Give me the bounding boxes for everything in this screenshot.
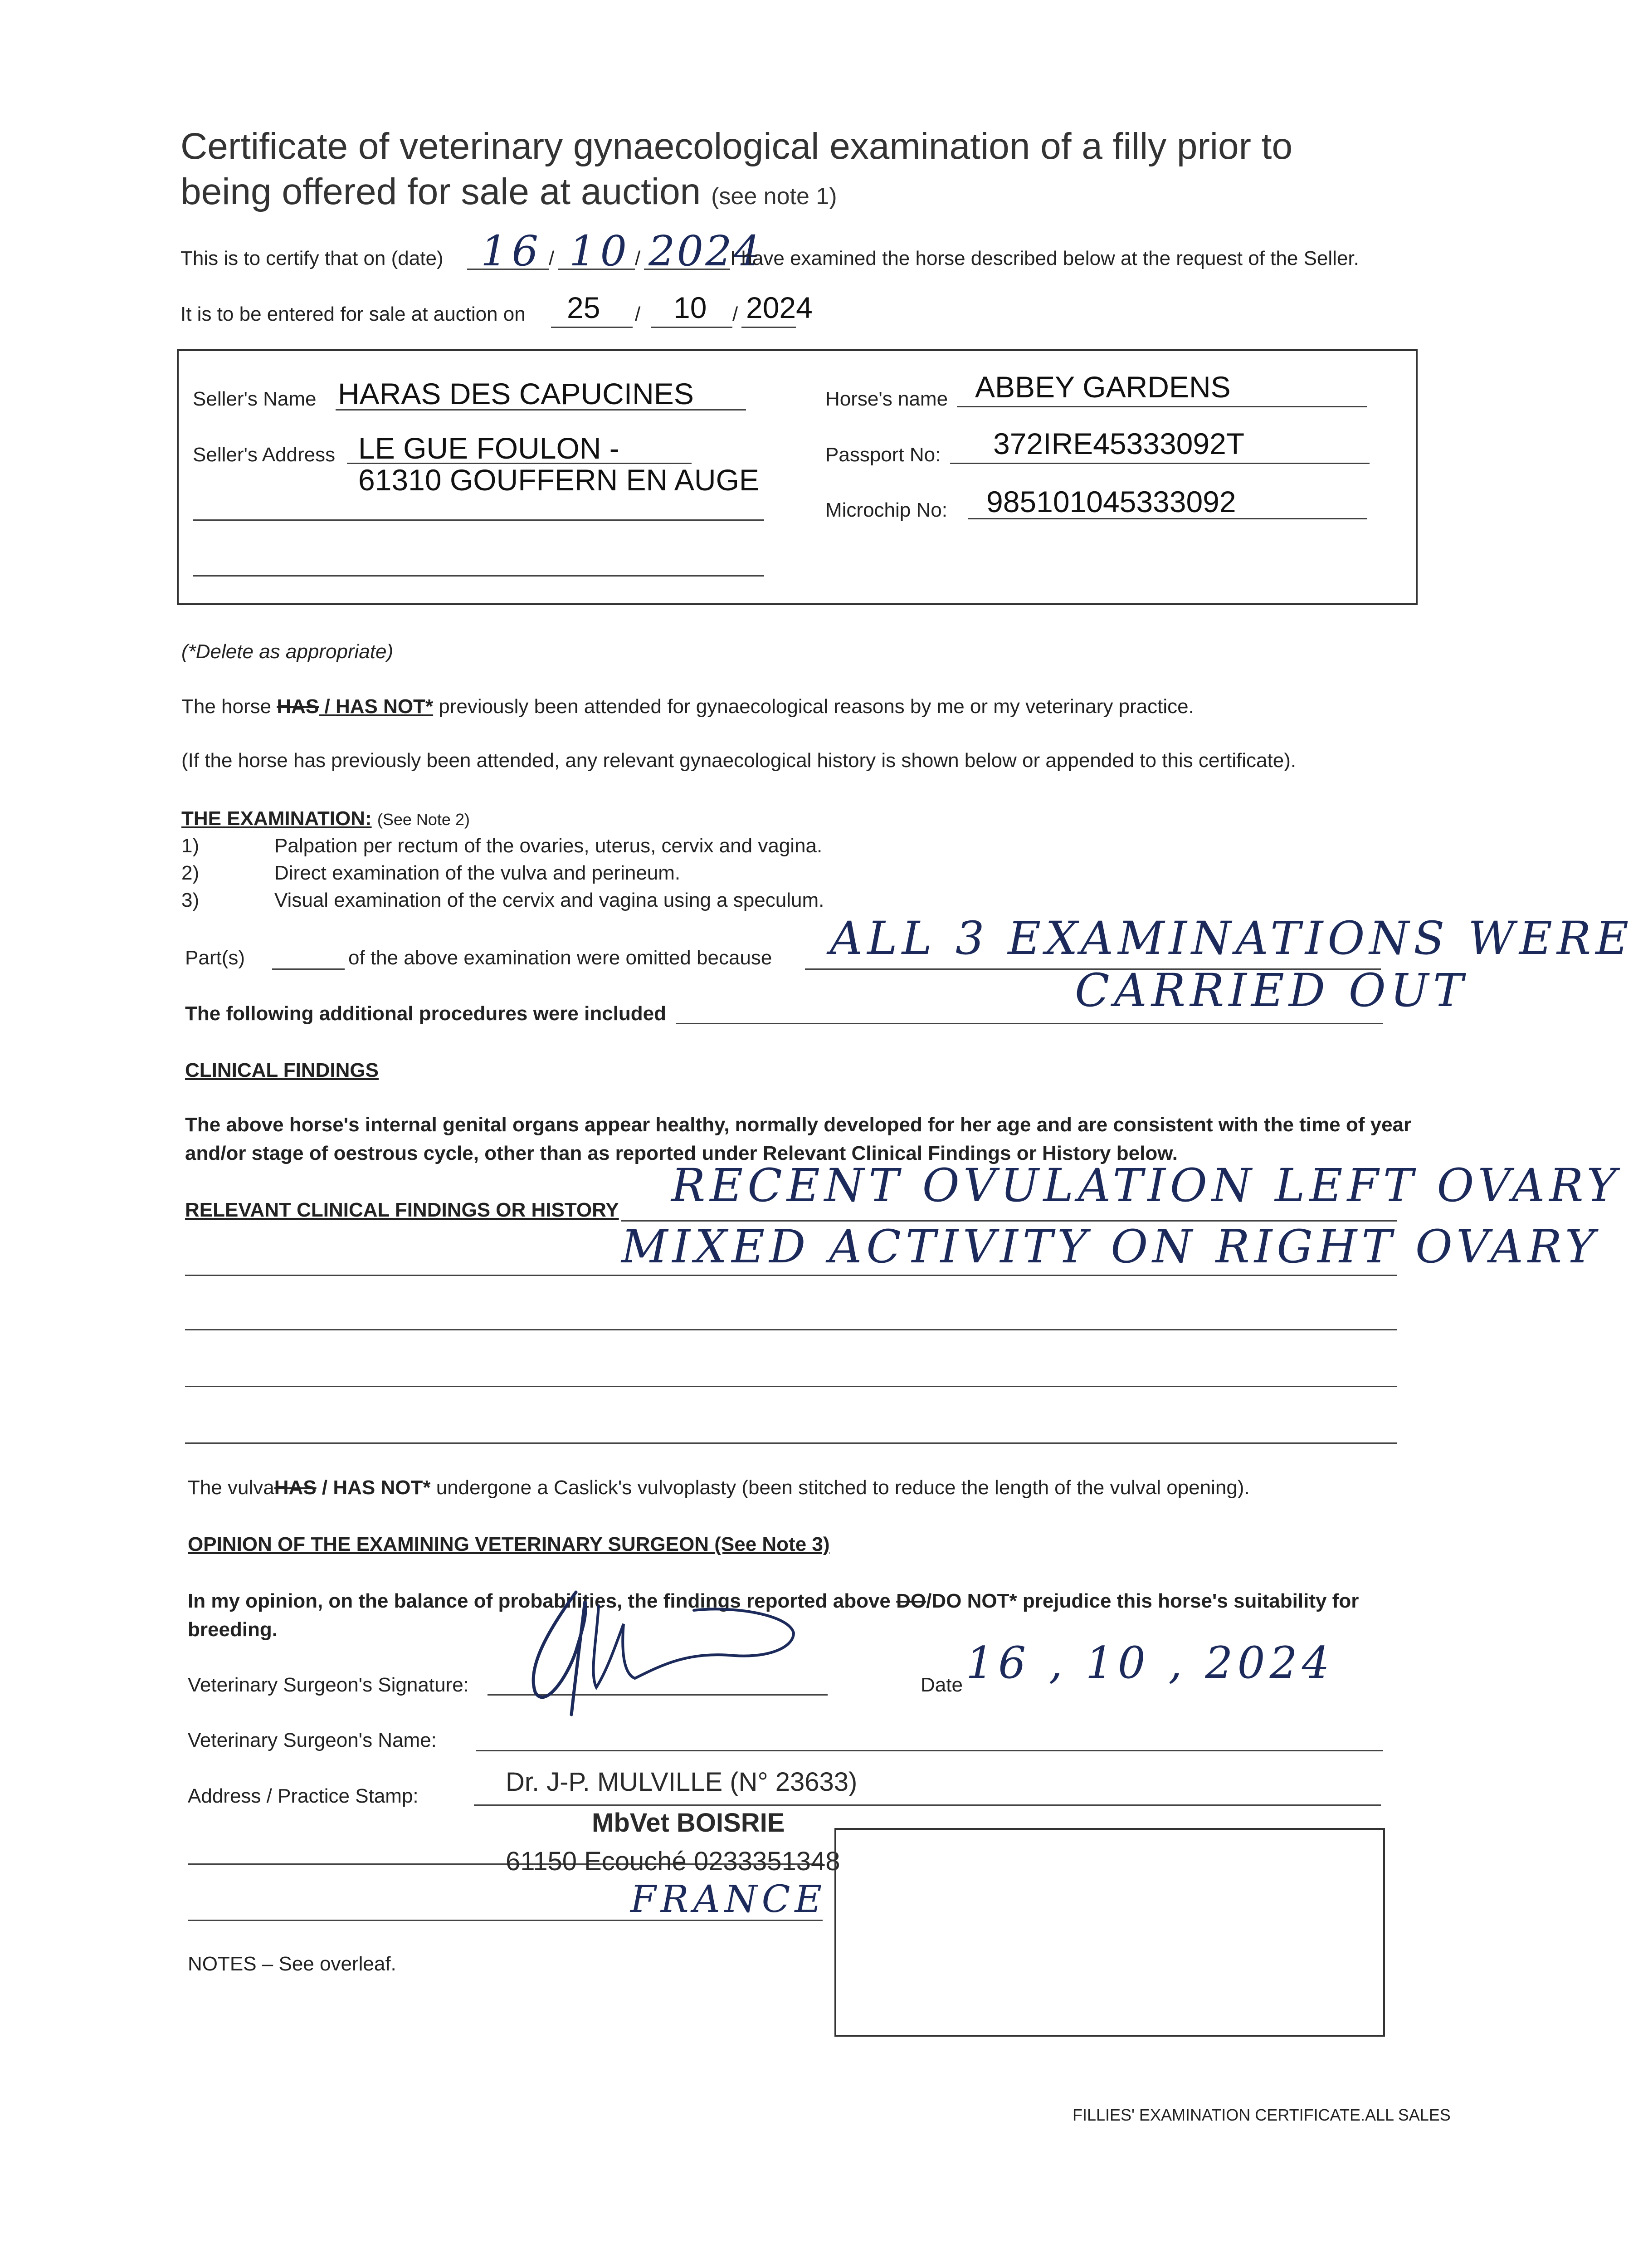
vulva-struck: HAS <box>274 1476 317 1499</box>
certify-suffix: I have examined the horse described below at the request of the Seller. <box>730 247 1359 269</box>
opinion-line-1: In my opinion, on the balance of probabilities, the findings reported above DO/DO NOT* prejudice this horse's suitability for <box>188 1590 1359 1612</box>
notes-label: NOTES – See overleaf. <box>188 1953 396 1975</box>
stamp-line-2: MbVet BOISRIE <box>592 1808 785 1838</box>
auction-year: 2024 <box>746 291 813 324</box>
title-text: being offered for sale at auction <box>180 171 701 212</box>
horse-name[interactable]: ABBEY GARDENS <box>975 370 1231 404</box>
opinion-struck: DO <box>896 1590 926 1612</box>
title-note: (see note 1) <box>711 183 837 210</box>
omitted-prefix: Part(s) <box>185 947 245 969</box>
auction-month: 10 <box>673 291 707 324</box>
stamp-label: Address / Practice Stamp: <box>188 1785 419 1807</box>
horse-name-label: Horse's name <box>825 388 948 410</box>
signature-scribble-icon <box>499 1574 816 1724</box>
attended-kept: HAS NOT* <box>335 695 434 718</box>
seller-address-label: Seller's Address <box>193 444 336 466</box>
microchip-label: Microchip No: <box>825 499 947 521</box>
clinical-heading: CLINICAL FINDINGS <box>185 1059 379 1081</box>
certify-prefix: This is to certify that on (date) <box>180 247 444 269</box>
certificate-page: Certificate of veterinary gynaecological examination of a filly prior to being offered for sale at auction (see note 1) This is to certify that on (date) 16 / 10 / 2024 I have examined the horse described below at the request of the Seller. It is to be entered for sale at auction on 25 / 10 / 2024 Seller's Name HARAS DES CAPUCINES Seller's Address LE GUE FOULON - 61310 GOUFFERN EN AUGE Horse's name ABBEY GARDENS Passport No: 372IRE45333092T Microchip No: 985101045333092 (*Delete as appropriate) The horse HAS / HAS NOT* previously been attended for gynaecological reasons by me or my veterinary practice. (If the horse has previously been attended, any relevant gynaecological history is shown below or appended to this certificate). THE EXAMINATION: (See Note 2) 1) Palpation per rectum of the ovaries, uterus, cervix and vagina. 2) Direct examination of the vulva and perineum. 3) Visual examination of the cervix and vagina using a speculum. Part(s) of the above examination were omitted because ALL 3 EXAMINATIONS WERE The following additional procedures were included CARRIED OUT CLINICAL FINDINGS The above horse's internal genital organs appear healthy, normally developed for her age and are consistent with the time of year and/or stage of oestrous cycle, other than as reported under Relevant Clinical Findings or History below. RELEVANT CLINICAL FINDINGS OR HISTORY RECENT OVULATION LEFT OVARY MIXED ACTIVITY ON RIGHT OVARY The vulvaHAS / HAS NOT* undergone a Caslick's vulvoplasty (been stitched to reduce the length of the vulval opening). OPINION OF THE EXAMINING VETERINARY SURGEON (See Note 3) In my opinion, on the balance of probabilities, the findings reported above DO/DO NOT* prejudice this horse's suitability for breeding. Veterinary Surgeon's Signature: Date 16 , 10 , 2024 Veterinary Surgeon's Name: Address / Practice Stamp: Dr. J-P. MULVILLE (N° 23633) MbVet BOISRIE 61150 Ecouché 0233351348 FRANCE NOTES – See overleaf. FILLIES' EXAMINATION CERTIFICATE.ALL SALES <box>0 0 1648 2268</box>
examination-heading: THE EXAMINATION: (See Note 2) <box>181 807 470 830</box>
signature-label: Veterinary Surgeon's Signature: <box>188 1674 469 1696</box>
seller-name-label: Seller's Name <box>193 388 317 410</box>
date-label: Date <box>921 1674 963 1696</box>
attended-line: The horse HAS / HAS NOT* previously been attended for gynaecological reasons by me or my veterinary practice. <box>181 695 1194 718</box>
exam-item-2-num: 2) <box>181 862 200 884</box>
stamp-line-1: Dr. J-P. MULVILLE (N° 23633) <box>506 1767 858 1797</box>
exam-item-3-num: 3) <box>181 889 200 911</box>
vulva-line: The vulvaHAS / HAS NOT* undergone a Caslick's vulvoplasty (been stitched to reduce the length of the vulval opening). <box>188 1476 1250 1499</box>
auction-day: 25 <box>567 291 600 324</box>
auction-prefix: It is to be entered for sale at auction on <box>180 303 526 325</box>
seller-address-line-2[interactable]: 61310 GOUFFERN EN AUGE <box>358 463 759 497</box>
exam-item-1-num: 1) <box>181 835 200 857</box>
surgeon-name-label: Veterinary Surgeon's Name: <box>188 1729 437 1751</box>
exam-month: 10 <box>569 227 632 275</box>
omitted-handwriting-1: ALL 3 EXAMINATIONS WERE <box>830 912 1633 965</box>
sign-date: 16 , 10 , 2024 <box>966 1637 1334 1688</box>
vulva-kept: HAS NOT* <box>333 1476 431 1499</box>
history-note: (If the horse has previously been attended, any relevant gynaecological history is shown below or appended to this certificate). <box>181 749 1297 772</box>
footer-label: FILLIES' EXAMINATION CERTIFICATE.ALL SALES <box>1073 2106 1451 2124</box>
delete-note: (*Delete as appropriate) <box>181 640 394 663</box>
omitted-middle: of the above examination were omitted because <box>348 947 772 969</box>
additional-label: The following additional procedures were included <box>185 1002 667 1025</box>
exam-year: 2024 <box>648 227 762 275</box>
exam-item-2: Direct examination of the vulva and perineum. <box>274 862 681 884</box>
passport-label: Passport No: <box>825 444 941 466</box>
opinion-line-2: breeding. <box>188 1618 278 1641</box>
exam-item-1: Palpation per rectum of the ovaries, uterus, cervix and vagina. <box>274 835 823 857</box>
microchip-number[interactable]: 985101045333092 <box>986 485 1236 518</box>
exam-day: 16 <box>481 227 543 275</box>
title-line-2 <box>180 169 837 215</box>
finding-line-1: RECENT OVULATION LEFT OVARY <box>671 1159 1621 1212</box>
stamp-box <box>834 1828 1385 2037</box>
stamp-line-3: 61150 Ecouché 0233351348 <box>506 1847 840 1876</box>
seller-name[interactable]: HARAS DES CAPUCINES <box>338 377 694 411</box>
seller-address-line-1[interactable]: LE GUE FOULON - <box>358 431 619 465</box>
relevant-findings-label: RELEVANT CLINICAL FINDINGS OR HISTORY <box>185 1199 619 1221</box>
exam-item-3: Visual examination of the cervix and vagina using a speculum. <box>274 889 824 911</box>
title-line-1: Certificate of veterinary gynaecological examination of a filly prior to <box>180 126 1293 167</box>
stamp-country: FRANCE <box>630 1878 827 1921</box>
finding-line-2: MIXED ACTIVITY ON RIGHT OVARY <box>621 1220 1599 1273</box>
omitted-handwriting-2: CARRIED OUT <box>1075 964 1468 1017</box>
attended-struck: HAS <box>277 695 319 718</box>
opinion-heading: OPINION OF THE EXAMINING VETERINARY SURGEON (See Note 3) <box>188 1533 830 1555</box>
passport-number[interactable]: 372IRE45333092T <box>993 427 1245 460</box>
clinical-para-1: The above horse's internal genital organs appear healthy, normally developed for her age and are consistent with the time of year <box>185 1114 1412 1136</box>
clinical-para-2: and/or stage of oestrous cycle, other than as reported under Relevant Clinical Findings or History below. <box>185 1142 1178 1164</box>
